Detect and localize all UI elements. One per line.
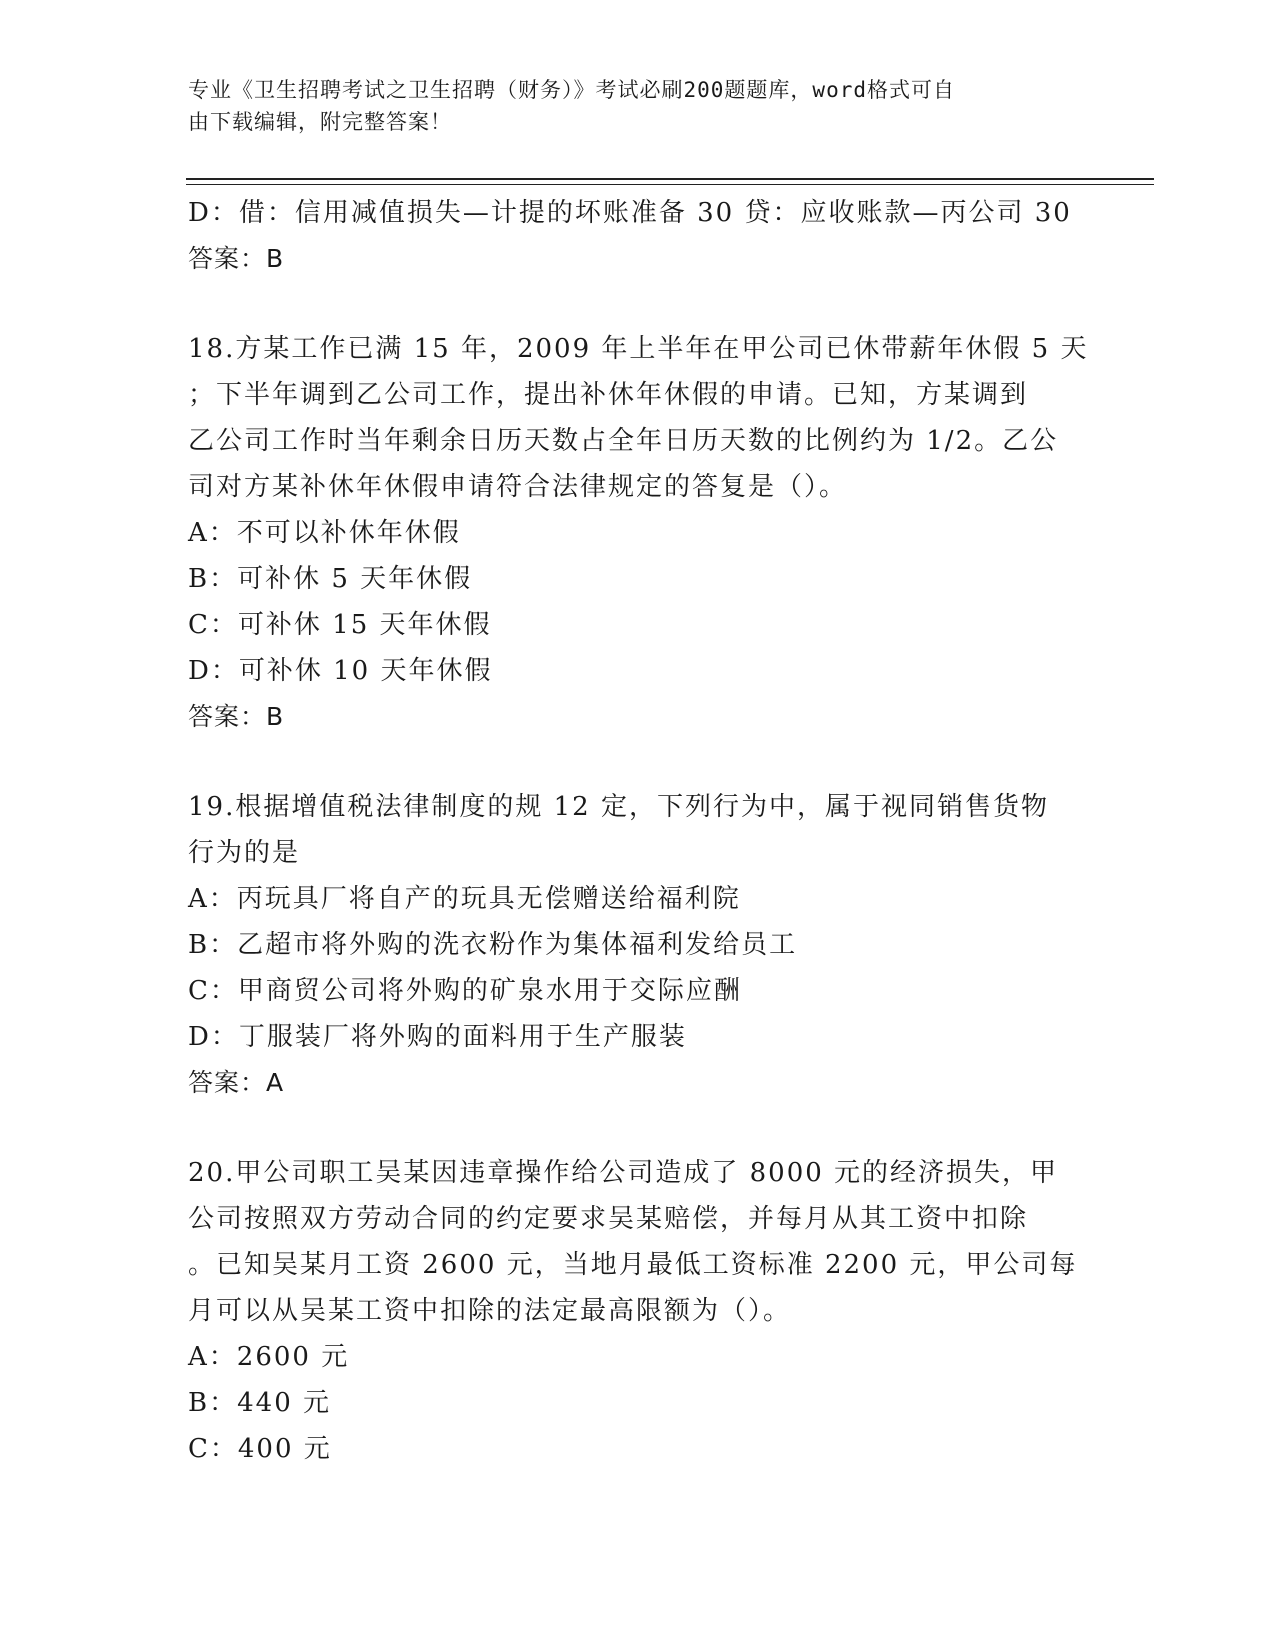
question-stem-line: 司对方某补休年休假申请符合法律规定的答复是（）。	[188, 472, 848, 502]
header-divider-thin	[186, 184, 1154, 185]
option-d: D：丁服装厂将外购的面料用于生产服装	[188, 1022, 687, 1052]
question-20	[188, 1150, 1088, 1472]
option-c: C：甲商贸公司将外购的矿泉水用于交际应酬	[188, 976, 742, 1006]
option-c: C：可补休 15 天年休假	[188, 610, 492, 640]
previous-question-tail	[188, 190, 1088, 282]
header-line-2: 由下载编辑，附完整答案！	[188, 110, 452, 134]
question-stem-line: 19.根据增值税法律制度的规 12 定，下列行为中，属于视同销售货物	[188, 792, 1049, 822]
question-stem-line: 18.方某工作已满 15 年，2009 年上半年在甲公司已休带薪年休假 5 天	[188, 334, 1089, 364]
option-d: D：借：信用减值损失—计提的坏账准备 30 贷：应收账款—丙公司 30	[188, 198, 1072, 228]
option-a: A：2600 元	[188, 1342, 350, 1372]
page-header	[188, 74, 1068, 138]
question-19	[188, 784, 1088, 1106]
answer-line: 答案：B	[188, 702, 285, 731]
option-b: B：440 元	[188, 1388, 331, 1418]
question-stem-line: 行为的是	[188, 838, 301, 868]
option-c: C：400 元	[188, 1434, 332, 1464]
option-d: D：可补休 10 天年休假	[188, 656, 493, 686]
option-a: A：丙玩具厂将自产的玩具无偿赠送给福利院	[188, 884, 741, 914]
header-divider-thick	[186, 178, 1154, 180]
question-stem-line: 公司按照双方劳动合同的约定要求吴某赔偿，并每月从其工资中扣除	[188, 1204, 1029, 1234]
question-stem-line: 20.甲公司职工吴某因违章操作给公司造成了 8000 元的经济损失，甲	[188, 1158, 1059, 1188]
header-line-1: 专业《卫生招聘考试之卫生招聘（财务）》考试必刷200题题库，word格式可自	[188, 78, 955, 102]
question-stem-line: ；下半年调到乙公司工作，提出补休年休假的申请。已知，方某调到	[188, 380, 1029, 410]
question-stem-line: 月可以从吴某工资中扣除的法定最高限额为（）。	[188, 1296, 792, 1326]
answer-line: 答案：B	[188, 244, 285, 273]
answer-line: 答案：A	[188, 1068, 285, 1097]
question-stem-line: 乙公司工作时当年剩余日历天数占全年日历天数的比例约为 1/2。乙公	[188, 426, 1059, 456]
question-content	[188, 190, 1088, 1472]
question-18	[188, 326, 1088, 740]
question-stem-line: 。已知吴某月工资 2600 元，当地月最低工资标准 2200 元，甲公司每	[188, 1250, 1078, 1280]
option-b: B：可补休 5 天年休假	[188, 564, 473, 594]
option-b: B：乙超市将外购的洗衣粉作为集体福利发给员工	[188, 930, 798, 960]
option-a: A：不可以补休年休假	[188, 518, 461, 548]
